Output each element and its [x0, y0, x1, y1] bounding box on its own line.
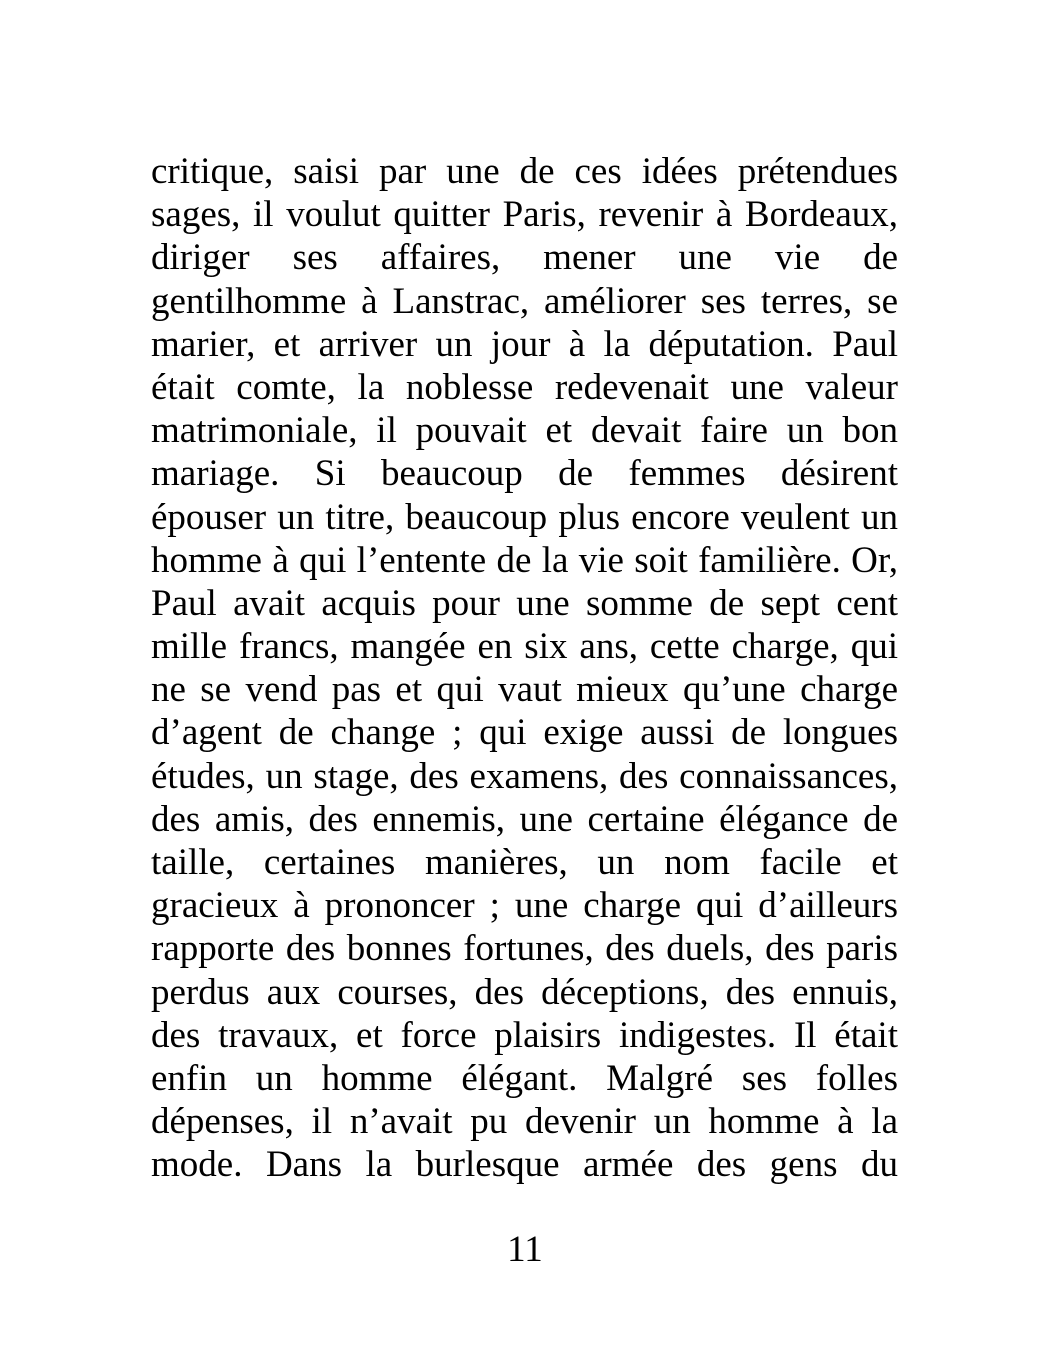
text-line: homme à qui l’entente de la vie soit familière. Or, — [151, 539, 898, 581]
text-line: marier, et arriver un jour à la députation. Paul — [151, 323, 898, 365]
text-line: était comte, la noblesse redevenait une valeur — [151, 366, 898, 408]
text-line: taille, certaines manières, un nom facile et — [151, 842, 898, 883]
text-line: rapporte des bonnes fortunes, des duels, des paris — [151, 928, 898, 970]
text-line: critique, saisi par une de ces idées prétendues — [151, 151, 898, 192]
text-line: ne se vend pas et qui vaut mieux qu’une charge — [151, 669, 898, 711]
text-line: matrimoniale, il pouvait et devait faire un bon — [151, 410, 898, 452]
text-line: perdus aux courses, des déceptions, des ennuis, — [151, 971, 898, 1013]
text-line: mode. Dans la burlesque armée des gens du — [151, 1144, 898, 1186]
text-line: épouser un titre, beaucoup plus encore veulent un — [151, 496, 898, 538]
text-line: sages, il voulut quitter Paris, revenir à Bordeaux, — [151, 194, 898, 236]
text-line: des travaux, et force plaisirs indigestes. Il était — [151, 1014, 898, 1056]
page-number: 11 — [507, 1229, 543, 1270]
text-line: enfin un homme élégant. Malgré ses folles — [151, 1057, 898, 1099]
text-line: Paul avait acquis pour une somme de sept cent — [151, 582, 898, 624]
text-line: gracieux à prononcer ; une charge qui d’ailleurs — [151, 885, 898, 927]
body-text — [151, 150, 898, 1187]
text-line: études, un stage, des examens, des connaissances, — [151, 755, 898, 797]
text-line: gentilhomme à Lanstrac, améliorer ses terres, se — [151, 280, 898, 322]
text-line: d’agent de change ; qui exige aussi de longues — [151, 712, 898, 754]
text-line: des amis, des ennemis, une certaine élégance de — [151, 798, 898, 840]
text-line: diriger ses affaires, mener une vie de — [151, 237, 898, 279]
text-line: dépenses, il n’avait pu devenir un homme à la — [151, 1101, 898, 1143]
text-line: mariage. Si beaucoup de femmes désirent — [151, 453, 898, 495]
text-line: mille francs, mangée en six ans, cette charge, qui — [151, 626, 898, 668]
